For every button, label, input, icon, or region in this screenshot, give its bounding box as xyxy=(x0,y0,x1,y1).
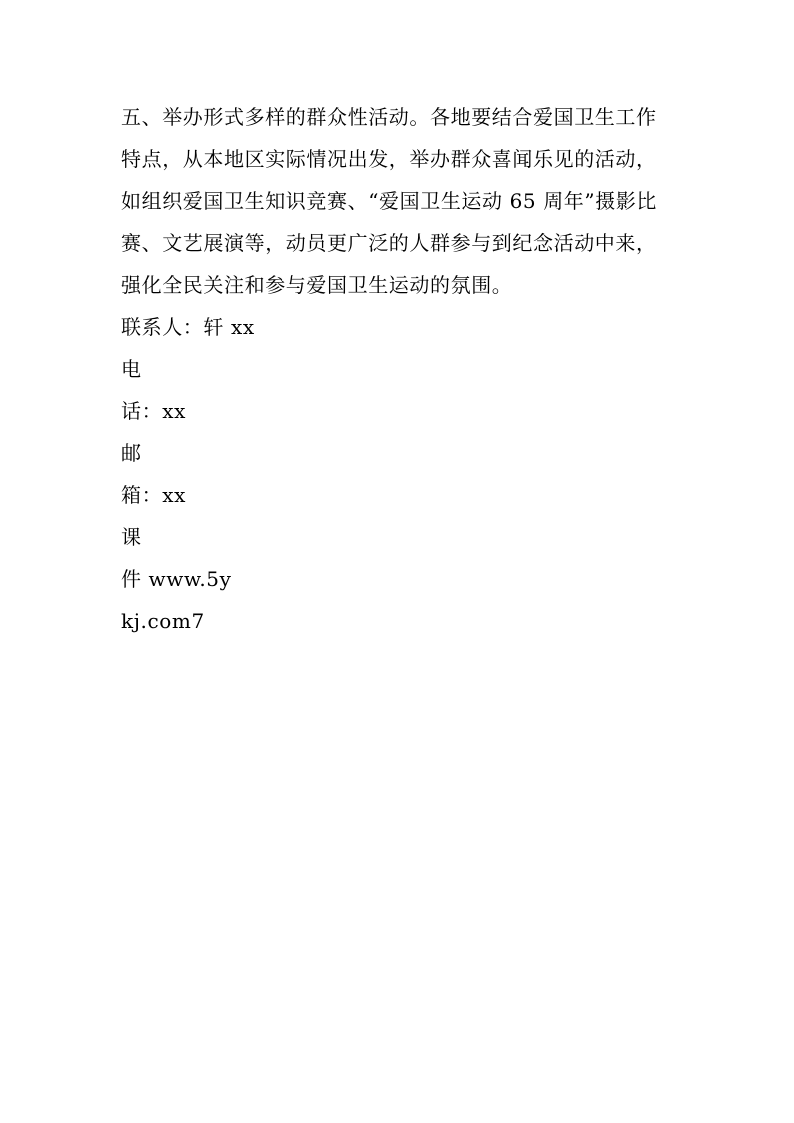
contact-person-line: 联系人：轩 xx xyxy=(121,315,255,339)
paragraph-line-2: 特点，从本地区实际情况出发，举办群众喜闻乐见的活动， xyxy=(121,147,657,171)
paragraph-line-3: 如组织爱国卫生知识竞赛、“爱国卫生运动 65 周年”摄影比 xyxy=(121,189,658,213)
courseware-label-line-1: 课 xyxy=(121,525,142,549)
email-label-line-2: 箱：xx xyxy=(121,483,186,507)
paragraph-line-1: 五、举办形式多样的群众性活动。各地要结合爱国卫生工作 xyxy=(121,105,657,129)
phone-label-line-2: 话：xx xyxy=(121,399,186,423)
courseware-url-line: kj.com7 xyxy=(121,609,205,633)
courseware-label-line-2: 件 www.5y xyxy=(121,567,232,591)
paragraph-line-5: 强化全民关注和参与爱国卫生运动的氛围。 xyxy=(121,273,513,297)
email-label-line-1: 邮 xyxy=(121,441,142,465)
paragraph-line-4: 赛、文艺展演等，动员更广泛的人群参与到纪念活动中来， xyxy=(121,231,657,255)
phone-label-line-1: 电 xyxy=(121,357,142,381)
